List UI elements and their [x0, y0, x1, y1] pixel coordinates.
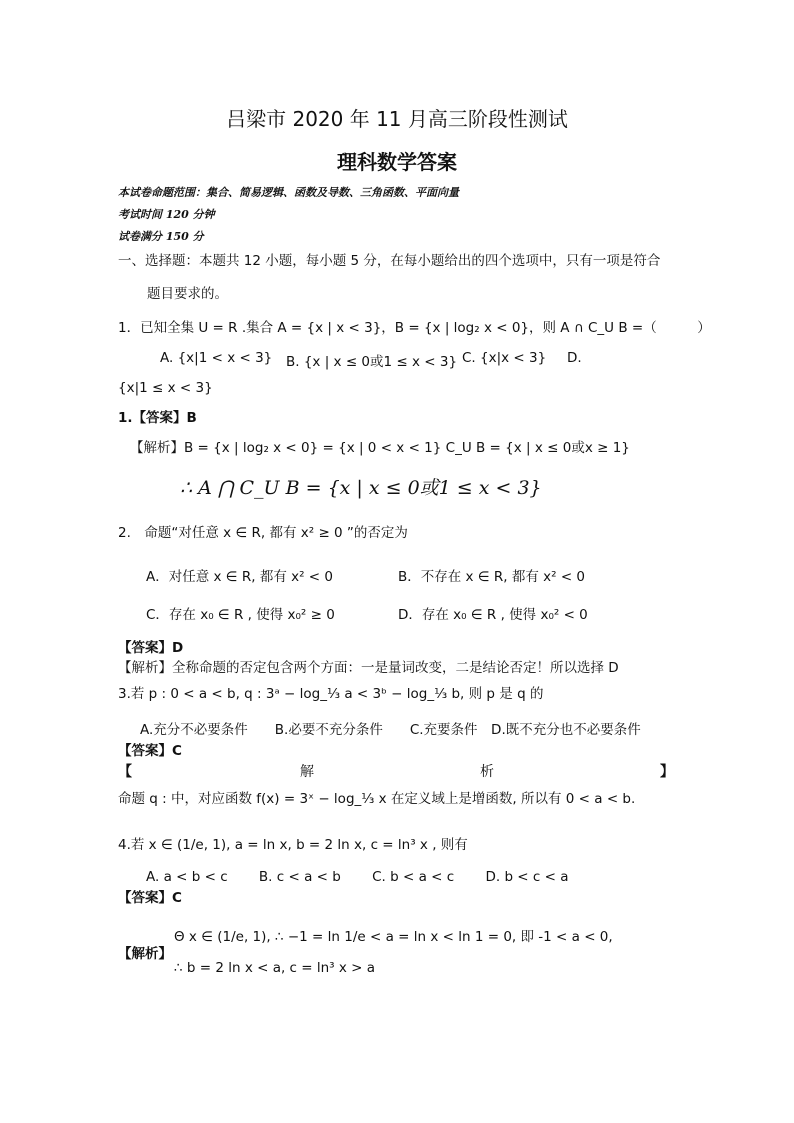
document-title: 吕梁市 2020 年 11 月高三阶段性测试 [226, 107, 568, 131]
section-intro-line1: 一、选择题：本题共 12 小题，每小题 5 分，在每小题给出的四个选项中，只有一项是符合 [118, 253, 661, 269]
q2-option-a: A．对任意 x ∈ R, 都有 x² < 0 [146, 569, 333, 585]
q1-option-d-label: D. [567, 350, 582, 366]
q3-analysis-bracket-close: 】 [660, 764, 674, 780]
q3-analysis-char-1: 解 [300, 764, 314, 780]
q1-option-a: A. {x|1 < x < 3} [160, 350, 273, 366]
q1-option-d: {x|1 ≤ x < 3} [118, 380, 213, 396]
q1-analysis: 【解析】B = {x | log₂ x < 0} = {x | 0 < x < 1} C_U B = {x | x ≤ 0或x ≥ 1} [130, 440, 630, 456]
q1-conclusion: ∴ A ⋂ C_U B = {x | x ≤ 0或1 ≤ x < 3} [180, 477, 542, 499]
q4-analysis-line1: Θ x ∈ (1/e, 1), ∴ −1 = ln 1/e < a = ln x < ln 1 = 0, 即 -1 < a < 0, [174, 929, 613, 945]
section-intro-line2: 题目要求的。 [147, 286, 228, 302]
exam-score: 试卷满分 150 分 [118, 230, 204, 243]
q1-answer: 1.【答案】B [118, 410, 197, 426]
q4-analysis-line2: ∴ b = 2 ln x < a, c = ln³ x > a [174, 960, 376, 976]
exam-scope: 本试卷命题范围：集合、简易逻辑、函数及导数、三角函数、平面向量 [118, 186, 459, 199]
q2-option-b: B．不存在 x ∈ R, 都有 x² < 0 [398, 569, 586, 585]
q3-analysis-char-2: 析 [480, 764, 494, 780]
q3-analysis: 命题 q : 中，对应函数 f(x) = 3ˣ − log_⅓ x 在定义域上是增函数, 所以有 0 < a < b. [118, 791, 636, 807]
q3-stem: 3.若 p : 0 < a < b, q : 3ᵃ − log_⅓ a < 3ᵇ − log_⅓ b, 则 p 是 q 的 [118, 686, 544, 702]
q2-answer: 【答案】D [118, 640, 184, 656]
q4-stem: 4.若 x ∈ (1/e, 1), a = ln x, b = 2 ln x, c = ln³ x , 则有 [118, 837, 468, 853]
q3-options: A.充分不必要条件 B.必要不充分条件 C.充要条件 D.既不充分也不必要条件 [140, 722, 641, 738]
q2-stem: 2. 命题“对任意 x ∈ R, 都有 x² ≥ 0 ”的否定为 [118, 525, 408, 541]
exam-time: 考试时间 120 分钟 [118, 208, 215, 221]
q1-stem: 1．已知全集 U = R .集合 A = {x | x < 3}，B = {x | log₂ x < 0}，则 A ∩ C_U B =（ ） [118, 320, 711, 336]
q3-analysis-bracket-open: 【 [118, 764, 132, 780]
document-subtitle: 理科数学答案 [337, 150, 457, 174]
q2-option-c: C．存在 x₀ ∈ R , 使得 x₀² ≥ 0 [146, 607, 335, 623]
q4-options: A. a < b < c B. c < a < b C. b < a < c D. b < c < a [146, 869, 569, 885]
q1-option-b: B. {x | x ≤ 0或1 ≤ x < 3} [286, 354, 458, 370]
q3-answer: 【答案】C [118, 743, 182, 759]
q1-option-c: C. {x|x < 3} [462, 350, 547, 366]
q4-answer: 【答案】C [118, 890, 182, 906]
q2-analysis: 【解析】全称命题的否定包含两个方面：一是量词改变，二是结论否定！所以选择 D [118, 660, 619, 676]
q4-analysis-label: 【解析】 [118, 946, 172, 962]
q2-option-d: D．存在 x₀ ∈ R , 使得 x₀² < 0 [398, 607, 588, 623]
